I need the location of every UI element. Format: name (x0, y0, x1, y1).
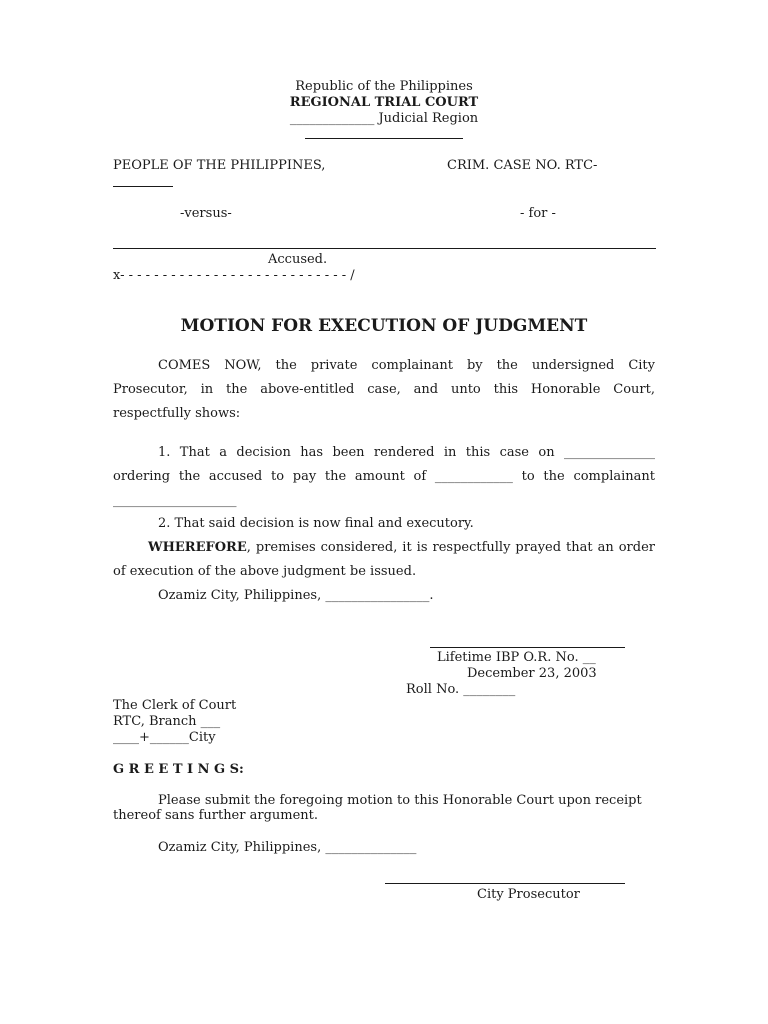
signature-line (430, 647, 625, 648)
intro-line-3: respectfully shows: (113, 406, 241, 421)
greetings-place-date: Ozamiz City, Philippines, ______________ (158, 840, 417, 855)
plaintiff-name: PEOPLE OF THE PHILIPPINES, (113, 158, 326, 173)
case-number-blank (113, 186, 173, 187)
for-label: - for - (520, 206, 556, 221)
rtc-branch: RTC, Branch ___ (113, 714, 221, 729)
greetings-line-2: thereof sans further argument. (113, 808, 319, 823)
place-date: Ozamiz City, Philippines, ________________. (158, 588, 434, 603)
prosecutor-signature-line (385, 883, 625, 884)
addressee-city: ____+______City (113, 730, 216, 745)
ibp-number: Lifetime IBP O.R. No. __ (437, 650, 596, 665)
caption-x-line: x- - - - - - - - - - - - - - - - - - - - - - - - - - - / (113, 268, 355, 283)
item-1-line-1: 1. That a decision has been rendered in this case on ______________ (158, 445, 655, 460)
item-2: 2. That said decision is now final and executory. (158, 516, 474, 531)
greetings-line-1: Please submit the foregoing motion to this Honorable Court upon receipt (158, 793, 642, 808)
item-1-line-2: ordering the accused to pay the amount of ____________ to the complainant (113, 469, 655, 484)
greetings-label: G R E E T I N G S: (113, 762, 244, 777)
roll-number: Roll No. ________ (406, 682, 516, 697)
wherefore-line-2: of execution of the above judgment be issued. (113, 564, 417, 579)
prosecutor-title: City Prosecutor (477, 887, 580, 902)
versus-label: -versus- (180, 206, 232, 221)
wherefore-line-1 (113, 536, 655, 560)
accused-label: Accused. (268, 252, 328, 267)
judicial-region: _____________ Judicial Region (289, 111, 479, 126)
court-name: REGIONAL TRIAL COURT (289, 95, 479, 110)
republic-line: Republic of the Philippines (295, 79, 473, 94)
signature-date: December 23, 2003 (467, 666, 597, 681)
header-underline (305, 138, 463, 139)
intro-line-2: Prosecutor, in the above-entitled case, and unto this Honorable Court, (113, 382, 655, 397)
wherefore-text: , premises considered, it is respectfully prayed that an order (246, 540, 655, 555)
accused-name-line (113, 248, 656, 249)
intro-line-1: COMES NOW, the private complainant by the undersigned City (158, 358, 655, 373)
clerk-of-court: The Clerk of Court (113, 698, 237, 713)
document-title: MOTION FOR EXECUTION OF JUDGMENT (180, 316, 588, 336)
case-number-label: CRIM. CASE NO. RTC- (447, 158, 598, 173)
wherefore-label: WHEREFORE (148, 540, 247, 555)
item-1-line-3: ___________________ (113, 493, 237, 508)
